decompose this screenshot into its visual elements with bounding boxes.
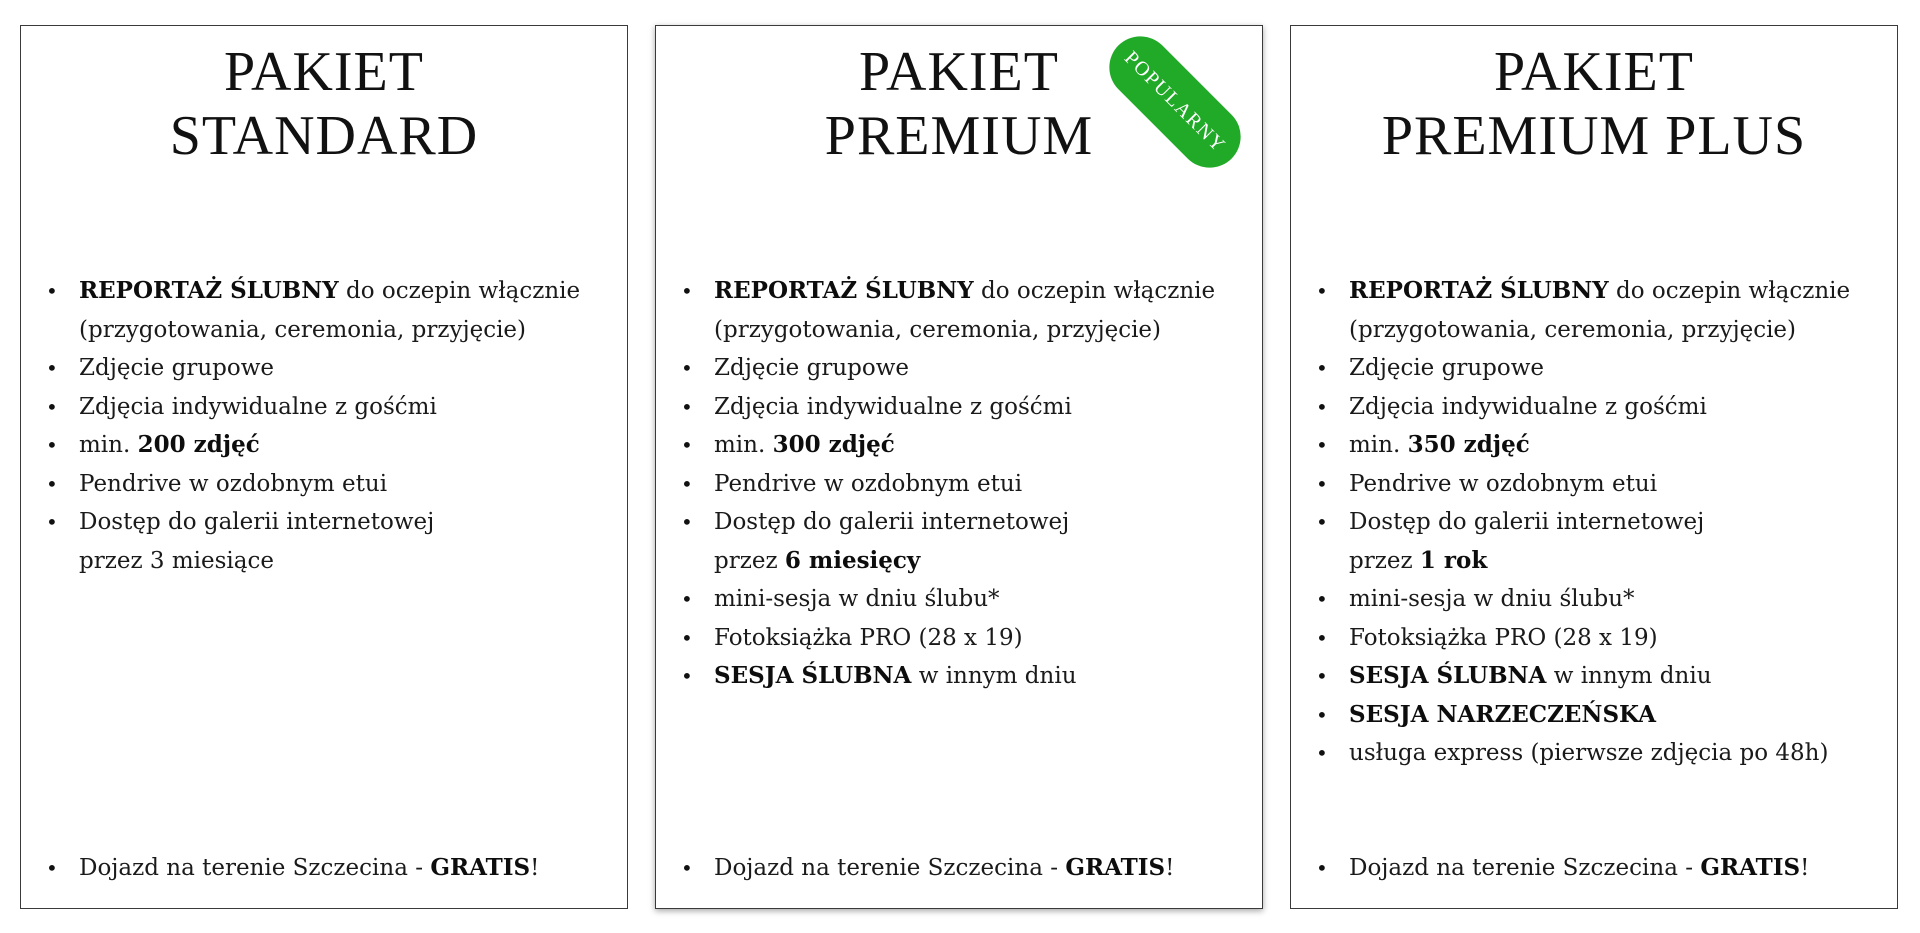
feature-bold: REPORTAŻ ŚLUBNY xyxy=(1349,277,1609,304)
list-item xyxy=(714,272,1242,349)
feature-text: w innym dniu xyxy=(1546,663,1712,689)
package-card-standard xyxy=(20,25,628,909)
feature-text: min. xyxy=(1349,432,1408,458)
travel-list xyxy=(79,849,607,888)
list-item xyxy=(1349,503,1877,580)
feature-bold: SESJA NARZECZEŃSKA xyxy=(1349,700,1656,728)
feature-text: min. xyxy=(79,432,138,458)
title-line-1: PAKIET xyxy=(859,41,1059,103)
feature-text-line2: przez xyxy=(714,547,785,574)
feature-text-line2: (przygotowania, ceremonia, przyjęcie) xyxy=(79,316,527,343)
feature-bold: SESJA ŚLUBNA xyxy=(1349,662,1547,689)
feature-text: do oczepin włącznie xyxy=(973,278,1216,304)
list-item: • Zdjęcie grupowe xyxy=(714,349,1242,388)
feature-text-line2: (przygotowania, ceremonia, przyjęcie) xyxy=(714,316,1162,343)
feature-text: Dostęp do galerii internetowej xyxy=(79,509,435,535)
list-item: • Fotoksiążka PRO (28 x 19) xyxy=(1349,619,1877,658)
travel-text: Dojazd na terenie Szczecina - xyxy=(1349,855,1701,881)
list-item: • usługa express (pierwsze zdjęcia po 48h) xyxy=(1349,734,1877,773)
package-card-premium-plus xyxy=(1290,25,1898,909)
package-title xyxy=(21,40,627,168)
feature-text: Dostęp do galerii internetowej xyxy=(1349,509,1705,535)
feature-bold: 6 miesięcy xyxy=(784,546,921,574)
list-item: • Pendrive w ozdobnym etui xyxy=(79,465,607,504)
list-item xyxy=(1349,657,1877,696)
title-line-2: PREMIUM xyxy=(824,105,1094,167)
list-item xyxy=(1349,849,1877,888)
feature-list xyxy=(714,272,1242,696)
list-item: • Zdjęcia indywidualne z gośćmi xyxy=(1349,388,1877,427)
feature-bold: 300 zdjęć xyxy=(772,431,895,458)
travel-suffix: ! xyxy=(530,855,540,881)
feature-bold: 200 zdjęć xyxy=(137,431,260,458)
popular-badge: POPULARNY xyxy=(1097,24,1254,181)
feature-text: do oczepin włącznie xyxy=(338,278,581,304)
list-item xyxy=(79,272,607,349)
feature-text: w innym dniu xyxy=(911,663,1077,689)
feature-bold: REPORTAŻ ŚLUBNY xyxy=(79,277,339,304)
feature-text-line2: przez xyxy=(1349,547,1420,574)
list-item xyxy=(79,849,607,888)
title-line-1: PAKIET xyxy=(1494,41,1694,103)
travel-text: Dojazd na terenie Szczecina - xyxy=(714,855,1066,881)
travel-text: Dojazd na terenie Szczecina - xyxy=(79,855,431,881)
list-item xyxy=(1349,426,1877,465)
travel-bold: GRATIS xyxy=(1065,854,1166,881)
list-item: • Fotoksiążka PRO (28 x 19) xyxy=(714,619,1242,658)
feature-bold: 1 rok xyxy=(1419,546,1488,574)
list-item: • Zdjęcia indywidualne z gośćmi xyxy=(79,388,607,427)
list-item: • mini-sesja w dniu ślubu* xyxy=(1349,580,1877,619)
list-item xyxy=(714,426,1242,465)
list-item xyxy=(1349,272,1877,349)
travel-list xyxy=(1349,849,1877,888)
feature-text: min. xyxy=(714,432,773,458)
list-item xyxy=(79,426,607,465)
package-card-premium xyxy=(655,25,1263,909)
feature-list xyxy=(1349,272,1877,773)
feature-text: do oczepin włącznie xyxy=(1608,278,1851,304)
travel-suffix: ! xyxy=(1165,855,1175,881)
feature-text: Dostęp do galerii internetowej xyxy=(714,509,1070,535)
package-title xyxy=(1291,40,1897,168)
feature-bold: 350 zdjęć xyxy=(1407,431,1530,458)
feature-text-line2: przez 3 miesiące xyxy=(79,547,274,574)
feature-text-line2: (przygotowania, ceremonia, przyjęcie) xyxy=(1349,316,1797,343)
travel-suffix: ! xyxy=(1800,855,1810,881)
feature-bold: SESJA ŚLUBNA xyxy=(714,662,912,689)
list-item xyxy=(714,657,1242,696)
feature-list xyxy=(79,272,607,580)
list-item: • Zdjęcie grupowe xyxy=(79,349,607,388)
title-line-2: STANDARD xyxy=(169,105,479,167)
list-item xyxy=(1349,696,1877,735)
list-item: • mini-sesja w dniu ślubu* xyxy=(714,580,1242,619)
feature-bold: REPORTAŻ ŚLUBNY xyxy=(714,277,974,304)
title-line-1: PAKIET xyxy=(224,41,424,103)
travel-bold: GRATIS xyxy=(1700,854,1801,881)
list-item: • Zdjęcie grupowe xyxy=(1349,349,1877,388)
list-item: • Pendrive w ozdobnym etui xyxy=(1349,465,1877,504)
list-item: • Zdjęcia indywidualne z gośćmi xyxy=(714,388,1242,427)
travel-bold: GRATIS xyxy=(430,854,531,881)
title-line-2: PREMIUM PLUS xyxy=(1381,105,1807,167)
list-item xyxy=(714,503,1242,580)
list-item xyxy=(714,849,1242,888)
list-item xyxy=(79,503,607,580)
list-item: • Pendrive w ozdobnym etui xyxy=(714,465,1242,504)
travel-list xyxy=(714,849,1242,888)
